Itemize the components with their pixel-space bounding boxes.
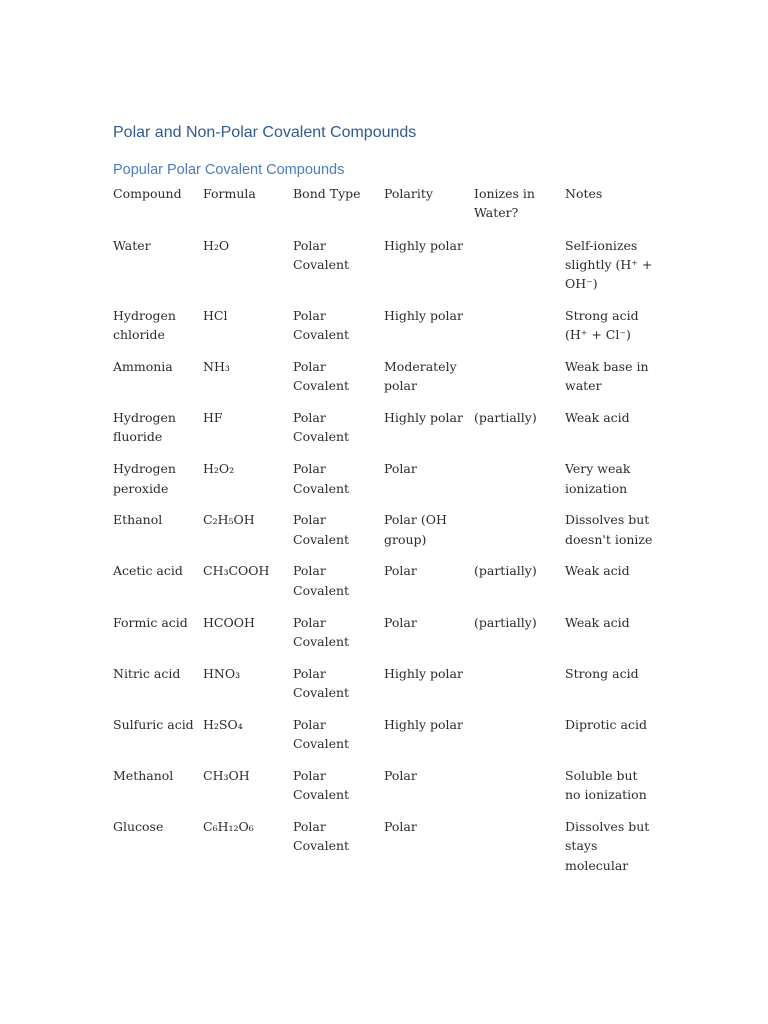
cell-notes: Weak acid <box>565 614 630 630</box>
cell-polarity: Polar <box>384 818 417 834</box>
cell-bond-type: Polar Covalent <box>293 665 350 700</box>
table-row <box>113 817 656 887</box>
cell-notes: Self-ionizes slightly (H⁺ + OH⁻) <box>565 237 653 292</box>
table-body <box>113 236 656 888</box>
cell-formula: HCOOH <box>203 614 255 630</box>
cell-ionizes: (partially) <box>474 614 537 630</box>
header-formula: Formula <box>203 186 256 201</box>
table-row <box>113 561 656 612</box>
cell-polarity: Polar <box>384 461 417 477</box>
cell-compound: Ammonia <box>113 359 173 375</box>
cell-ionizes <box>474 459 565 510</box>
header-notes: Notes <box>565 186 603 201</box>
table-row <box>113 766 656 817</box>
cell-notes: Strong acid (H⁺ + Cl⁻) <box>565 307 639 343</box>
cell-ionizes <box>474 510 565 561</box>
cell-bond-type: Polar Covalent <box>293 563 350 598</box>
cell-formula: H₂SO₄ <box>203 716 243 732</box>
cell-ionizes <box>474 664 565 715</box>
cell-ionizes <box>474 357 565 408</box>
compounds-table <box>113 184 656 887</box>
cell-bond-type: Polar Covalent <box>293 512 350 547</box>
cell-compound: Glucose <box>113 818 164 834</box>
cell-compound: Hydrogen peroxide <box>113 461 176 496</box>
cell-formula: CH₃COOH <box>203 563 270 579</box>
cell-ionizes <box>474 715 565 766</box>
header-polarity: Polarity <box>384 186 433 201</box>
cell-notes: Weak acid <box>565 410 630 426</box>
cell-polarity: Polar (OH group) <box>384 512 447 547</box>
table-row <box>113 459 656 510</box>
table-row <box>113 306 656 357</box>
cell-compound: Methanol <box>113 767 174 783</box>
cell-bond-type: Polar Covalent <box>293 818 350 854</box>
cell-formula: NH₃ <box>203 359 230 375</box>
cell-formula: C₂H₅OH <box>203 512 255 528</box>
cell-notes: Dissolves but doesn't ionize <box>565 512 653 547</box>
cell-formula: CH₃OH <box>203 767 250 783</box>
cell-formula: H₂O₂ <box>203 461 235 477</box>
cell-notes: Very weak ionization <box>565 461 631 496</box>
cell-notes: Weak base in water <box>565 359 649 394</box>
cell-polarity: Polar <box>384 767 417 783</box>
cell-ionizes: (partially) <box>474 563 537 579</box>
cell-notes: Diprotic acid <box>565 716 647 732</box>
cell-notes: Soluble but no ionization <box>565 767 647 803</box>
cell-bond-type: Polar Covalent <box>293 307 350 343</box>
cell-polarity: Polar <box>384 563 417 579</box>
cell-bond-type: Polar Covalent <box>293 716 350 752</box>
cell-ionizes <box>474 817 565 887</box>
cell-formula: HF <box>203 410 223 426</box>
section-heading: Popular Polar Covalent Compounds <box>113 162 345 178</box>
cell-bond-type: Polar Covalent <box>293 461 350 496</box>
header-row <box>113 184 656 236</box>
cell-ionizes <box>474 236 565 306</box>
cell-formula: H₂O <box>203 237 230 253</box>
cell-notes: Dissolves but stays molecular <box>565 818 650 873</box>
table-row <box>113 715 656 766</box>
cell-polarity: Polar <box>384 614 417 630</box>
cell-bond-type: Polar Covalent <box>293 767 350 803</box>
cell-compound: Nitric acid <box>113 665 181 681</box>
cell-bond-type: Polar Covalent <box>293 410 350 445</box>
document-title: Polar and Non-Polar Covalent Compounds <box>113 124 417 141</box>
cell-formula: HCl <box>203 307 228 323</box>
cell-polarity: Highly polar <box>384 716 463 732</box>
cell-notes: Strong acid <box>565 665 639 681</box>
cell-compound: Hydrogen chloride <box>113 307 176 343</box>
cell-polarity: Moderately polar <box>384 359 457 394</box>
table-row <box>113 357 656 408</box>
cell-polarity: Highly polar <box>384 307 463 323</box>
cell-bond-type: Polar Covalent <box>293 614 350 649</box>
cell-compound: Hydrogen fluoride <box>113 410 176 445</box>
header-bond-type: Bond Type <box>293 186 361 201</box>
cell-compound: Acetic acid <box>113 563 183 579</box>
cell-formula: HNO₃ <box>203 665 241 681</box>
cell-compound: Ethanol <box>113 512 163 528</box>
cell-ionizes <box>474 766 565 817</box>
header-ionizes: Ionizes in Water? <box>474 186 535 221</box>
table-row <box>113 408 656 459</box>
cell-compound: Formic acid <box>113 614 188 630</box>
cell-compound: Water <box>113 237 151 253</box>
cell-formula: C₆H₁₂O₆ <box>203 818 254 834</box>
header-compound: Compound <box>113 186 182 201</box>
table-row <box>113 510 656 561</box>
cell-notes: Weak acid <box>565 563 630 579</box>
table-row <box>113 664 656 715</box>
cell-bond-type: Polar Covalent <box>293 237 350 272</box>
cell-ionizes: (partially) <box>474 410 537 426</box>
cell-bond-type: Polar Covalent <box>293 359 350 394</box>
cell-ionizes <box>474 306 565 357</box>
table-header <box>113 184 656 236</box>
table-row <box>113 613 656 664</box>
cell-polarity: Highly polar <box>384 410 463 426</box>
cell-polarity: Highly polar <box>384 665 463 681</box>
cell-compound: Sulfuric acid <box>113 716 194 732</box>
table-row <box>113 236 656 306</box>
cell-polarity: Highly polar <box>384 237 463 253</box>
